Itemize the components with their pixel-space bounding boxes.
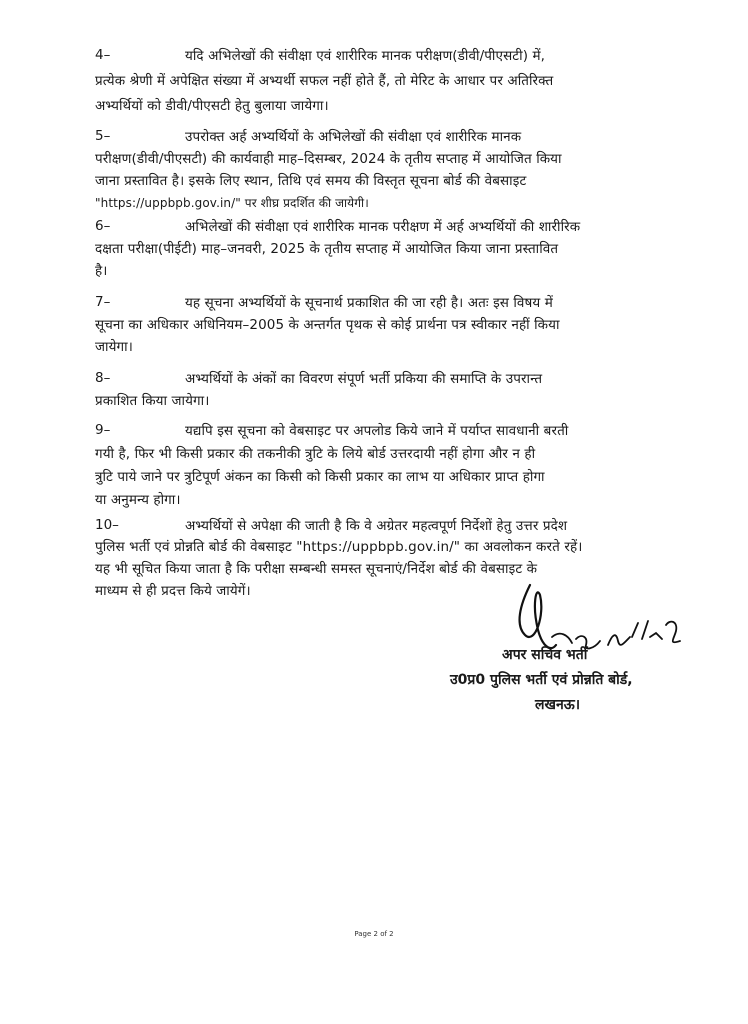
paragraph-line: दक्षता परीक्षा(पीईटी) माह–जनवरी, 2025 के तृतीय सप्ताह में आयोजित किया जाना प्रस्तावित (95, 241, 559, 257)
paragraph-number: 4– (95, 47, 111, 63)
paragraph-line: प्रकाशित किया जायेगा। (95, 393, 210, 409)
page-footer: Page 2 of 2 (354, 930, 394, 938)
paragraph-number: 10– (95, 517, 119, 533)
paragraph-line: अभिलेखों की संवीक्षा एवं शारीरिक मानक परीक्षण में अर्ह अभ्यर्थियों की शारीरिक (185, 219, 581, 235)
paragraph-line: माध्यम से ही प्रदत्त किये जायेगें। (95, 583, 251, 599)
paragraph-line: यह सूचना अभ्यर्थियों के सूचनार्थ प्रकाशित की जा रही है। अतः इस विषय में (185, 295, 553, 311)
paragraph-line: सूचना का अधिकार अधिनियम–2005 के अन्तर्गत पृथक से कोई प्रार्थना पत्र स्वीकार नहीं किया (95, 317, 560, 333)
signatory-designation: अपर सचिव भर्ती (502, 647, 588, 663)
paragraph-line: जाना प्रस्तावित है। इसके लिए स्थान, तिथि एवं समय की विस्तृत सूचना बोर्ड की वेबसाइट (95, 173, 527, 189)
paragraph-line: अभ्यर्थियों को डीवी/पीएसटी हेतु बुलाया जायेगा। (95, 98, 329, 114)
paragraph-line: या अनुमन्य होगा। (95, 492, 181, 508)
signatory-organization: उ0प्र0 पुलिस भर्ती एवं प्रोन्नति बोर्ड, (450, 672, 633, 688)
paragraph-line: यह भी सूचित किया जाता है कि परीक्षा सम्बन्धी समस्त सूचनाएं/निर्देश बोर्ड की वेबसाइट के (95, 561, 538, 577)
signatory-city: लखनऊ। (535, 697, 581, 713)
paragraph-number: 8– (95, 370, 111, 386)
paragraph-number: 5– (95, 128, 111, 144)
paragraph-line: परीक्षण(डीवी/पीएसटी) की कार्यवाही माह–दिसम्बर, 2024 के तृतीय सप्ताह में आयोजित किया (95, 151, 562, 167)
paragraph-line: अभ्यर्थियों से अपेक्षा की जाती है कि वे अग्रेतर महत्वपूर्ण निर्देशों हेतु उत्तर प्रदेश (185, 518, 568, 534)
paragraph-line: पुलिस भर्ती एवं प्रोन्नति बोर्ड की वेबसाइट "https://uppbpb.gov.in/" का अवलोकन करते रहें। (95, 539, 583, 555)
paragraph-line: उपरोक्त अर्ह अभ्यर्थियों के अभिलेखों की संवीक्षा एवं शारीरिक मानक (185, 129, 522, 145)
paragraph-line: गयी है, फिर भी किसी प्रकार की तकनीकी त्रुटि के लिये बोर्ड उत्तरदायी नहीं होगा और न ही (95, 446, 536, 462)
paragraph-line: यद्यपि इस सूचना को वेबसाइट पर अपलोड किये जाने में पर्याप्त सावधानी बरती (185, 423, 569, 439)
paragraph-line: अभ्यर्थियों के अंकों का विवरण संपूर्ण भर्ती प्रकिया की समाप्ति के उपरान्त (185, 371, 543, 387)
paragraph-number: 9– (95, 422, 111, 438)
paragraph-line: त्रुटि पाये जाने पर त्रुटिपूर्ण अंकन का किसी को किसी प्रकार का लाभ या अधिकार प्राप्त होगा (95, 469, 545, 485)
paragraph-line: है। (95, 263, 108, 279)
paragraph-line: जायेगा। (95, 339, 133, 355)
paragraph-line: यदि अभिलेखों की संवीक्षा एवं शारीरिक मानक परीक्षण(डीवी/पीएसटी) में, (185, 48, 546, 64)
paragraph-line: "https://uppbpb.gov.in/" पर शीघ्र प्रदर्शित की जायेगी। (95, 196, 369, 210)
paragraph-line: प्रत्येक श्रेणी में अपेक्षित संख्या में अभ्यर्थी सफल नहीं होते हैं, तो मेरिट के आधार पर अतिरिक्त (95, 73, 554, 89)
paragraph-number: 6– (95, 218, 111, 234)
paragraph-number: 7– (95, 294, 111, 310)
